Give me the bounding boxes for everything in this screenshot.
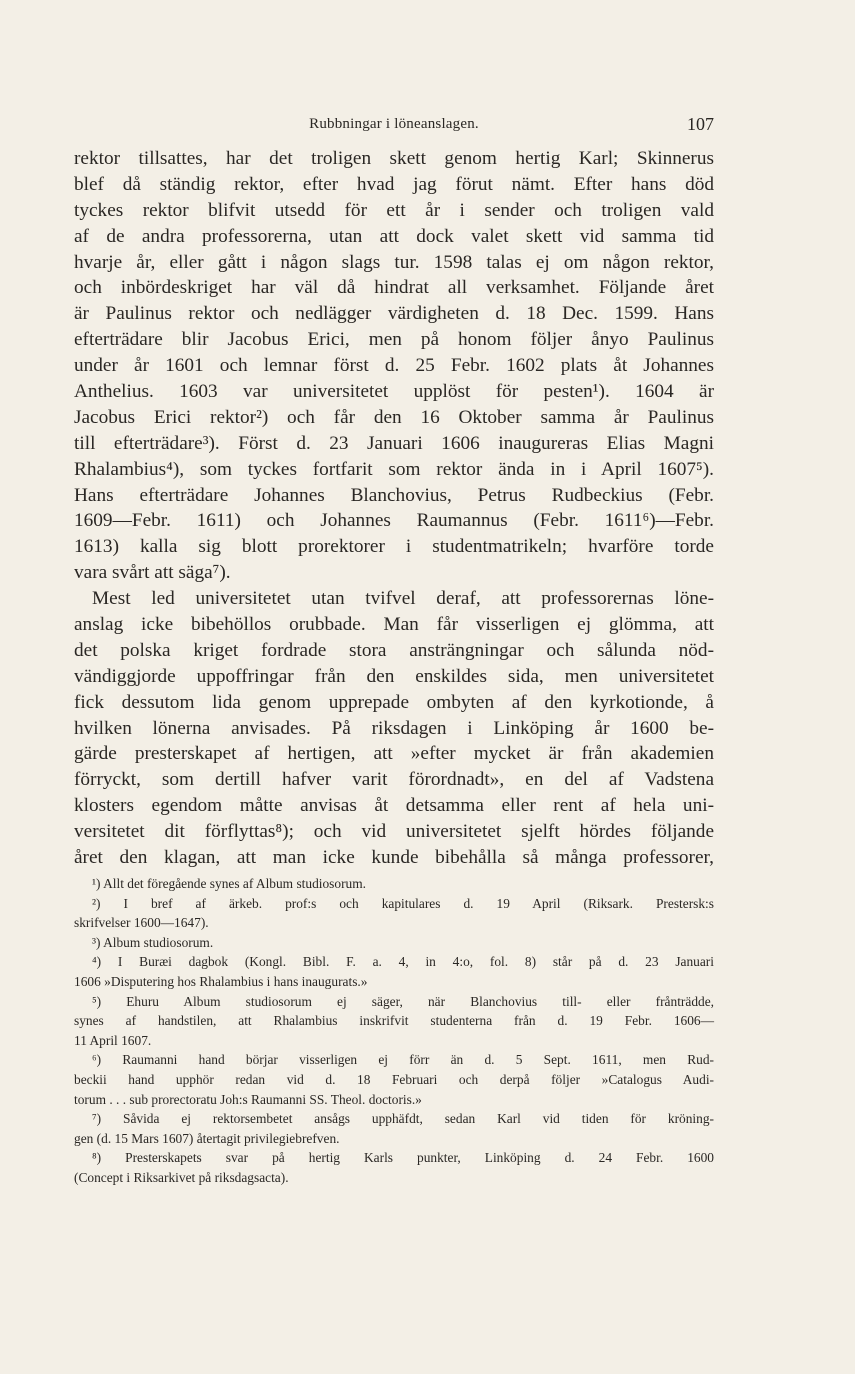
- text-line: Hans efterträdare Johannes Blanchovius, Petrus Rudbeckius (Febr.: [74, 484, 714, 506]
- text-line: 1609—Febr. 1611) och Johannes Raumannus (Febr. 1611⁶)—Febr.: [74, 510, 714, 532]
- footnote-line: ¹) Allt det föregående synes af Album studiosorum.: [92, 876, 367, 891]
- text-line: hvilken lönerna anvisades. På riksdagen i Linköping år 1600 be-: [74, 717, 714, 739]
- text-line: 1613) kalla sig blott prorektorer i studentmatrikeln; hvarföre torde: [74, 536, 714, 558]
- footnote-line: (Concept i Riksarkivet på riksdagsacta).: [74, 1169, 289, 1185]
- footnote-line: ⁷) Såvida ej rektorsembetet ansågs upphäfdt, sedan Karl vid tiden för kröning-: [92, 1111, 714, 1127]
- footnote-line: ⁶) Raumanni hand börjar visserligen ej förr än d. 5 Sept. 1611, men Rud-: [92, 1052, 714, 1068]
- text-line: det polska kriget fordrade stora ansträngningar och sålunda nöd-: [74, 639, 714, 661]
- text-line: rektor tillsattes, har det troligen skett genom hertig Karl; Skinnerus: [74, 148, 714, 169]
- text-line: hvarje år, eller gått i någon slags tur. 1598 talas ej om någon rektor,: [74, 251, 714, 273]
- page-number: 107: [687, 114, 714, 134]
- footnote-line: 11 April 1607.: [74, 1032, 152, 1048]
- footnote-line: skrifvelser 1600—1647).: [74, 915, 209, 931]
- text-line: Jacobus Erici rektor²) och får den 16 Oktober samma år Paulinus: [74, 406, 714, 428]
- text-line: till efterträdare³). Först d. 23 Januari 1606 inaugureras Elias Magni: [74, 432, 714, 454]
- text-line: versitetet dit förflyttas⁸); och vid universitetet sjelft hördes följande: [74, 821, 714, 843]
- footnote-line: gen (d. 15 Mars 1607) återtagit privilegiebrefven.: [74, 1130, 340, 1146]
- text-line: klosters egendom måtte anvisas åt detsamma eller rent af hela uni-: [74, 795, 714, 817]
- text-line: fick dessutom lida genom upprepade ombyten af den kyrkotionde, å: [74, 691, 714, 713]
- footnote-line: beckii hand upphör redan vid d. 18 Februari och derpå följer »Catalogus Audi-: [74, 1071, 714, 1087]
- text-line: tyckes rektor blifvit utsedd för ett år i sender och troligen vald: [74, 199, 714, 221]
- text-line: vändiggjorde uppoffringar från den enskildes sida, men universitetet: [74, 665, 714, 687]
- text-line: under år 1601 och lemnar först d. 25 Febr. 1602 plats åt Johannes: [74, 355, 714, 377]
- text-line: Rhalambius⁴), som tyckes fortfarit som rektor ända in i April 1607⁵).: [74, 458, 714, 480]
- footnote-line: ³) Album studiosorum.: [92, 934, 214, 950]
- text-line: gärde presterskapet af hertigen, att »efter mycket är från akademien: [74, 743, 714, 765]
- text-line: vara svårt att säga⁷).: [74, 562, 231, 584]
- text-line: förryckt, som dertill hafver varit förordnadt», en del af Vadstena: [74, 769, 714, 791]
- text-line: af de andra professorerna, utan att dock valet skett vid samma tid: [74, 225, 714, 247]
- footnotes: [74, 874, 714, 1188]
- footnote-line: torum . . . sub prorectoratu Joh:s Raumanni SS. Theol. doctoris.»: [74, 1091, 422, 1107]
- footnote-line: 1606 »Disputering hos Rhalambius i hans inaugurats.»: [74, 973, 368, 989]
- footnote-line: ⁴) I Buræi dagbok (Kongl. Bibl. F. a. 4, in 4:o, fol. 8) står på d. 23 Januari: [92, 954, 714, 970]
- footnote-line: ⁸) Presterskapets svar på hertig Karls punkter, Linköping d. 24 Febr. 1600: [92, 1150, 714, 1166]
- text-line: året den klagan, att man icke kunde bibehålla så många professorer,: [74, 847, 714, 869]
- footnote-line: ⁵) Ehuru Album studiosorum ej säger, när Blanchovius till- eller frånträdde,: [92, 993, 714, 1009]
- text-line: Mest led universitetet utan tvifvel deraf, att professorernas löne-: [92, 588, 714, 610]
- footnote-line: synes af handstilen, att Rhalambius inskrifvit studenterna från d. 19 Febr. 1606—: [74, 1013, 714, 1029]
- running-title: Rubbningar i löneanslagen.: [309, 116, 479, 132]
- text-line: är Paulinus rektor och nedlägger värdigheten d. 18 Dec. 1599. Hans: [74, 303, 714, 325]
- text-line: efterträdare blir Jacobus Erici, men på honom följer ånyo Paulinus: [74, 329, 714, 351]
- text-line: blef då ständig rektor, efter hvad jag förut nämt. Efter hans död: [74, 173, 714, 195]
- footnote-line: ²) I bref af ärkeb. prof:s och kapitulares d. 19 April (Riksark. Prestersk:s: [92, 895, 714, 911]
- text-line: Anthelius. 1603 var universitetet upplöst för pesten¹). 1604 är: [74, 381, 714, 403]
- text-line: och inbördeskriget har väl då hindrat all verksamhet. Följande året: [74, 277, 714, 299]
- text-line: anslag icke bibehöllos orubbade. Man får visserligen ej glömma, att: [74, 614, 714, 636]
- body-text: [74, 146, 714, 871]
